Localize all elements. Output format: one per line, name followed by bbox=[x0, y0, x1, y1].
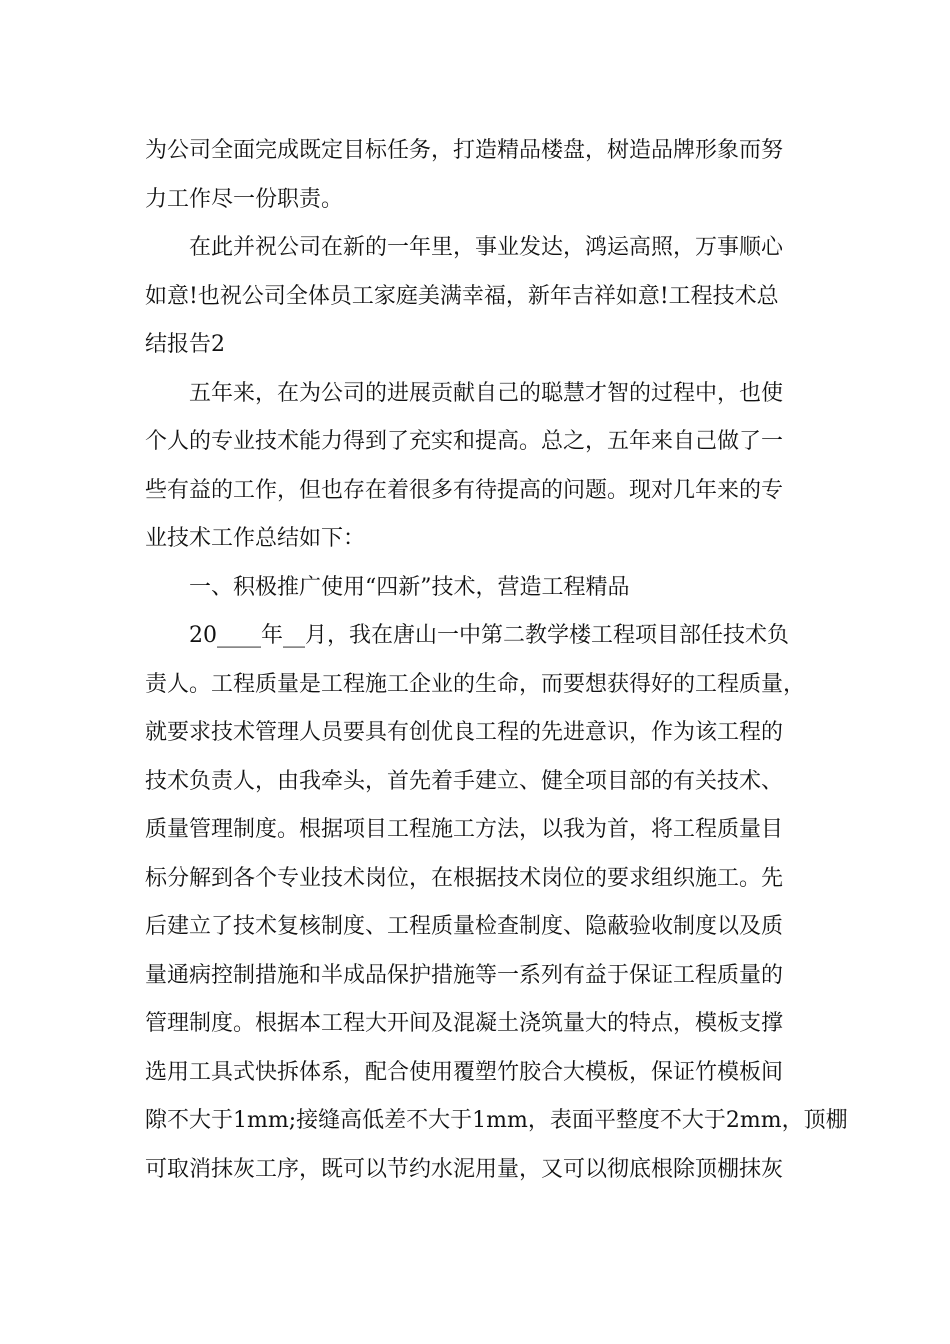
document-body bbox=[145, 127, 848, 1194]
text-line: 为公司全面完成既定目标任务，打造精品楼盘，树造品牌形象而努 bbox=[145, 138, 784, 163]
text-line: 如意!也祝公司全体员工家庭美满幸福，新年吉祥如意!工程技术总 bbox=[145, 283, 779, 309]
text-line: 技术负责人，由我牵头，首先着手建立、健全项目部的有关技术、 bbox=[145, 768, 784, 794]
text-line: 些有益的工作，但也存在着很多有待提高的问题。现对几年来的专 bbox=[145, 477, 784, 503]
text-line: 可取消抹灰工序，既可以节约水泥用量，又可以彻底根除顶棚抹灰 bbox=[145, 1156, 784, 1182]
text-line: 就要求技术管理人员要具有创优良工程的先进意识，作为该工程的 bbox=[145, 720, 784, 745]
text-line: 在此并祝公司在新的一年里，事业发达，鸿运高照，万事顺心 bbox=[189, 235, 784, 260]
text-line: 选用工具式快拆体系，配合使用覆塑竹胶合大模板，保证竹模板间 bbox=[145, 1059, 784, 1085]
text-line: 20____年__月，我在唐山一中第二教学楼工程项目部任技术负 bbox=[189, 623, 789, 648]
text-line: 后建立了技术复核制度、工程质量检查制度、隐蔽验收制度以及质 bbox=[145, 914, 784, 939]
text-line: 标分解到各个专业技术岗位，在根据技术岗位的要求组织施工。先 bbox=[145, 865, 784, 891]
text-line: 业技术工作总结如下： bbox=[145, 526, 366, 551]
text-line: 结报告2 bbox=[145, 332, 225, 357]
text-line: 五年来，在为公司的进展贡献自己的聪慧才智的过程中，也使 bbox=[189, 380, 784, 406]
text-line: 隙不大于1mm;接缝高低差不大于1mm，表面平整度不大于2mm，顶棚 bbox=[145, 1108, 848, 1133]
text-line: 责人。工程质量是工程施工企业的生命，而要想获得好的工程质量， bbox=[145, 671, 806, 697]
text-line: 管理制度。根据本工程大开间及混凝土浇筑量大的特点，模板支撑 bbox=[145, 1011, 784, 1036]
text-line: 个人的专业技术能力得到了充实和提高。总之，五年来自己做了一 bbox=[145, 429, 784, 454]
text-line: 力工作尽一份职责。 bbox=[145, 186, 344, 212]
text-line: 量通病控制措施和半成品保护措施等一系列有益于保证工程质量的 bbox=[145, 962, 784, 988]
section-heading: 一、积极推广使用“四新”技术，营造工程精品 bbox=[189, 574, 630, 600]
text-line: 质量管理制度。根据项目工程施工方法，以我为首，将工程质量目 bbox=[145, 817, 784, 842]
